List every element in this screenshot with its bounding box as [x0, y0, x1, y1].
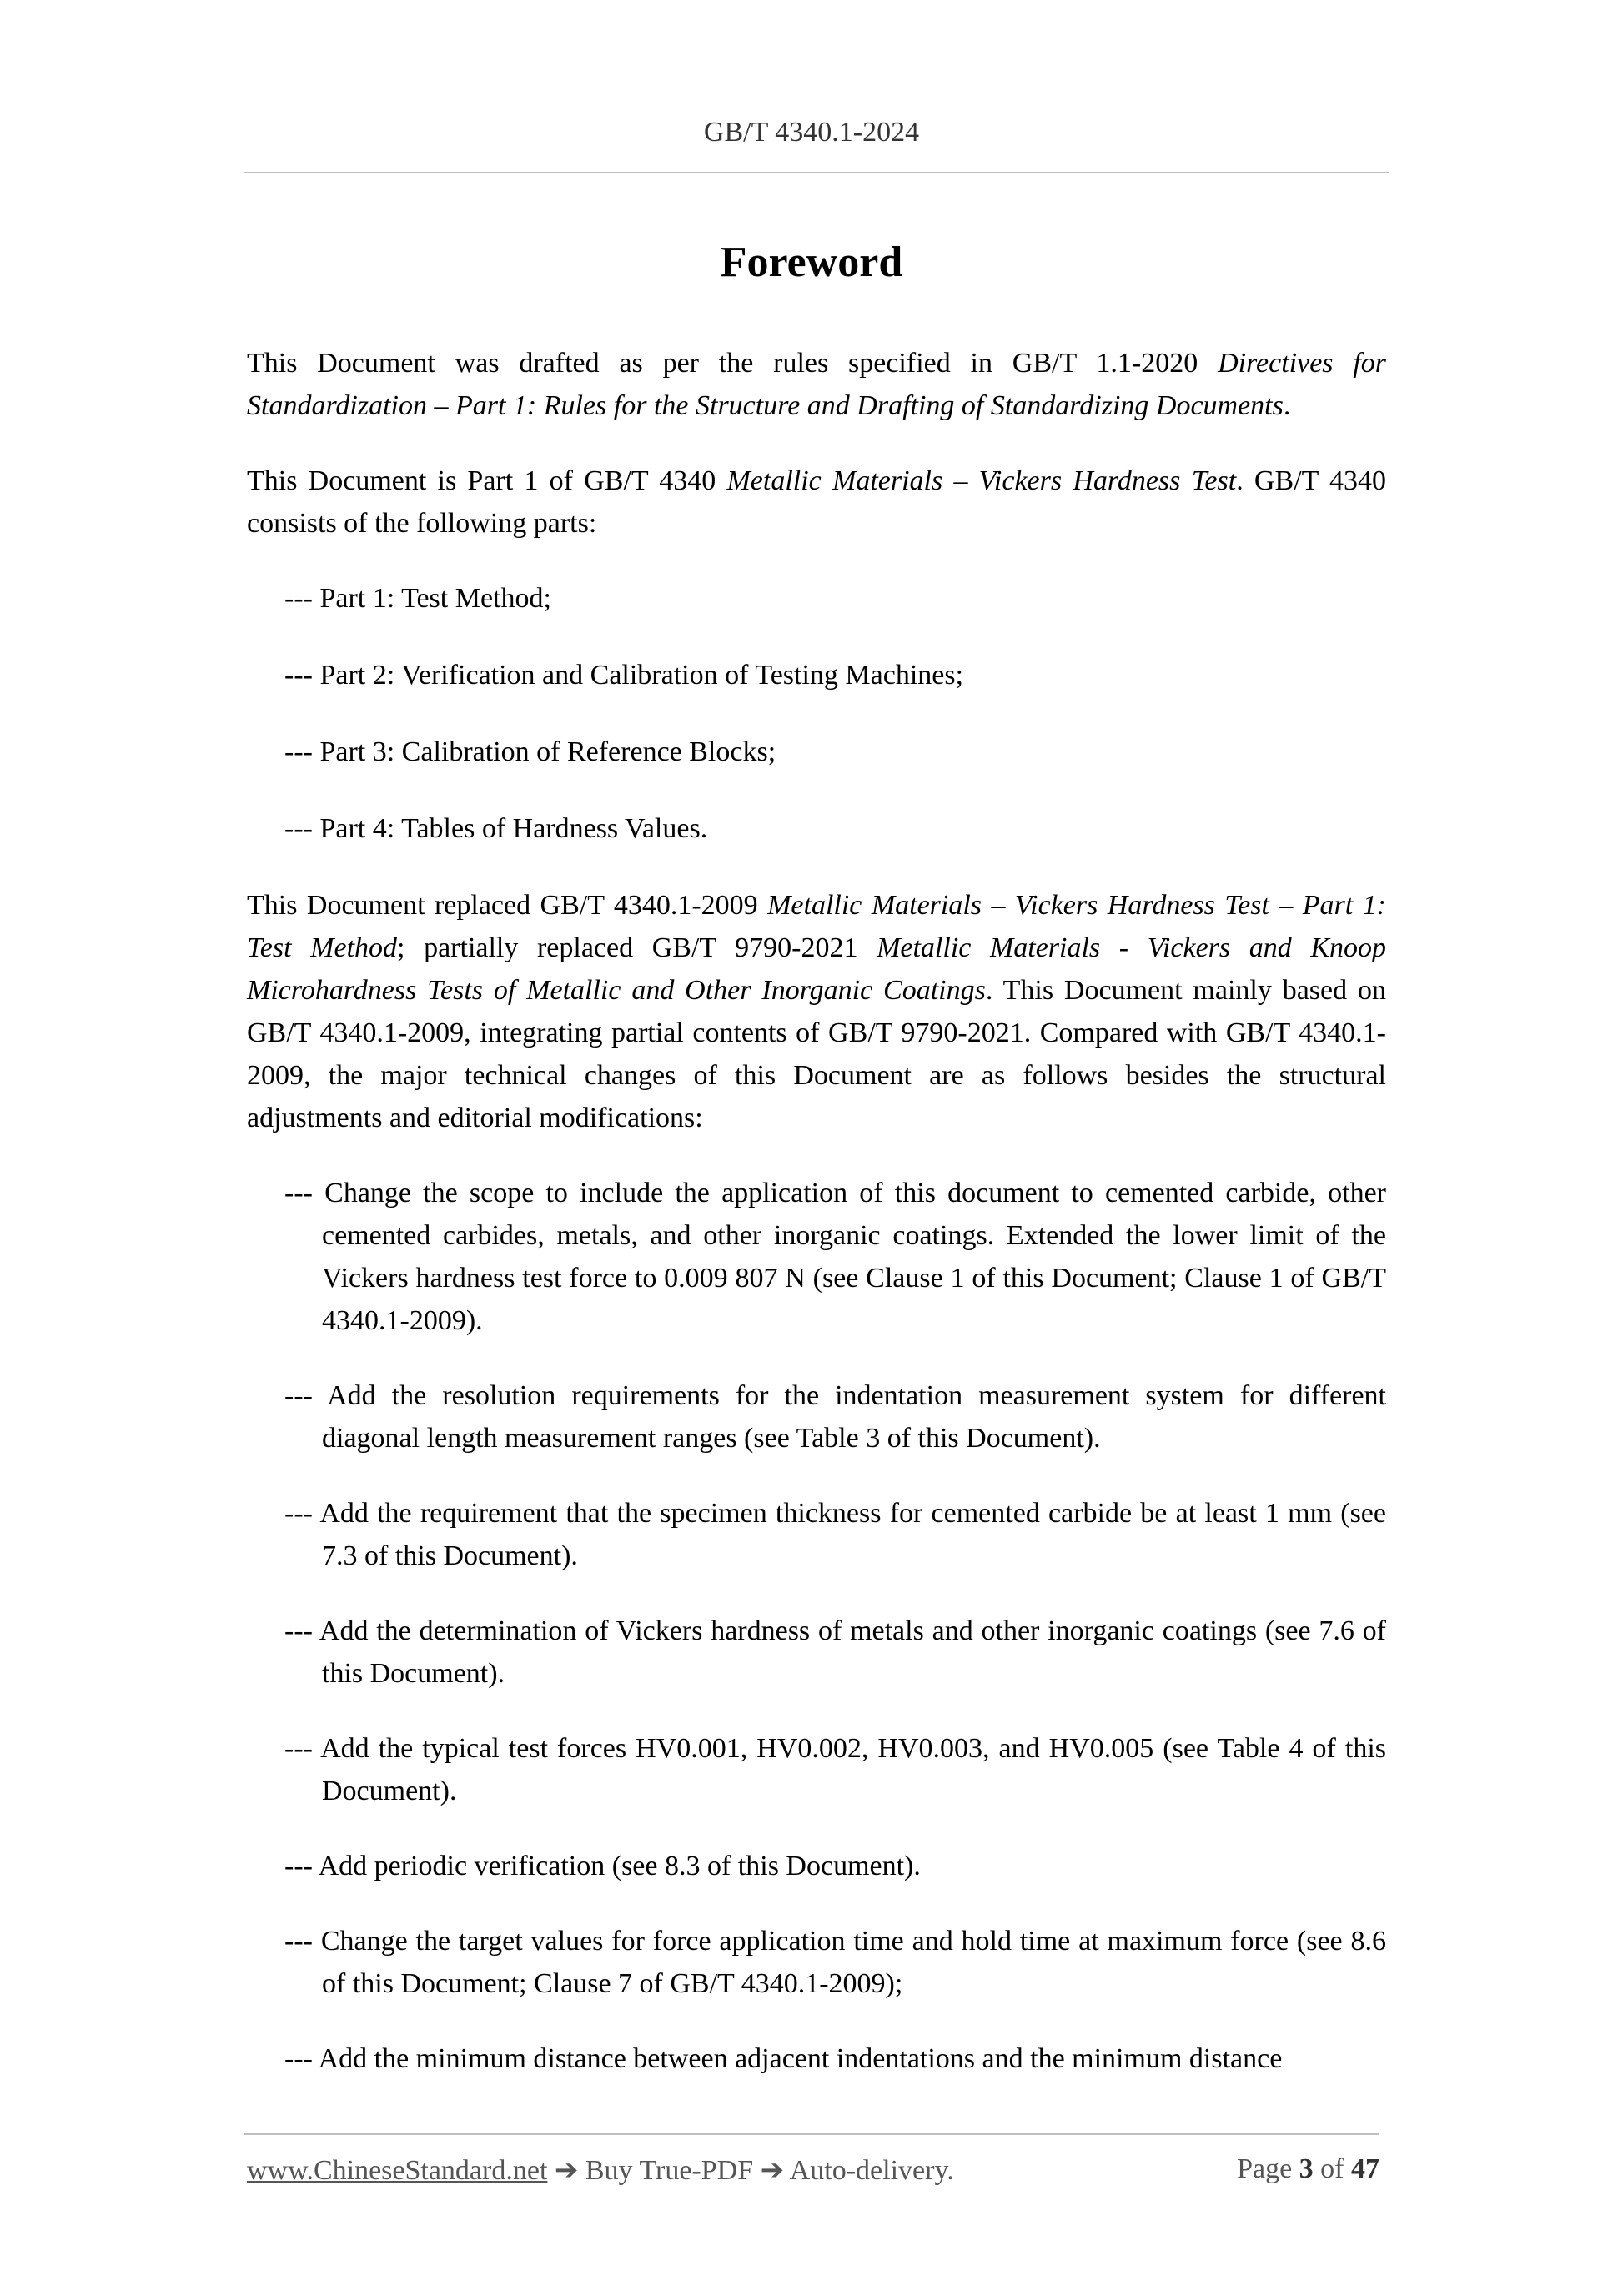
paragraph-replacement: This Document replaced GB/T 4340.1-2009 Metallic Materials – Vickers Hardness Test – Part 1: Test Method; partially replaced GB/T 9790-2021 Metallic Materials - Vickers and Knoop Microhardness Tests of Metallic and Other Inorganic Coatings. This Document mainly based on GB/T 4340.1-2009, integrating partial contents of GB/T 9790-2021. Compared with GB/T 4340.1-2009, the major technical changes of this Document are as follows besides the structural adjustments and editorial modifications:: [247, 890, 1386, 1133]
header-divider: [244, 172, 1389, 173]
list-item-part: --- Part 1: Test Method;: [284, 583, 551, 614]
page-title: Foreword: [720, 239, 903, 286]
total-pages: 47: [1351, 2153, 1379, 2184]
page-footer: [247, 2153, 1379, 2195]
current-page: 3: [1299, 2153, 1314, 2184]
list-item-change: --- Add the typical test forces HV0.001, HV0.002, HV0.003, and HV0.005 (see Table 4 of this Document).: [284, 1733, 1386, 1806]
list-item-change: --- Add the resolution requirements for the indentation measurement system for different diagonal length measurement ranges (see Table 3 of this Document).: [284, 1380, 1386, 1454]
page-number: Page 3 of 47: [1237, 2153, 1379, 2184]
website-link[interactable]: www.ChineseStandard.net: [247, 2155, 548, 2186]
document-body: [247, 342, 1386, 2113]
running-header: [0, 117, 1623, 148]
list-item-change: --- Add the determination of Vickers hardness of metals and other inorganic coatings (see 7.6 of this Document).: [284, 1615, 1386, 1689]
list-item-part: --- Part 2: Verification and Calibration of Testing Machines;: [284, 660, 964, 691]
list-item-part: --- Part 4: Tables of Hardness Values.: [284, 813, 708, 844]
list-item-part: --- Part 3: Calibration of Reference Blocks;: [284, 736, 776, 767]
paragraph-series-parts: This Document is Part 1 of GB/T 4340 Metallic Materials – Vickers Hardness Test. GB/T 4340 consists of the following parts:: [247, 465, 1386, 539]
footer-promo: [247, 2153, 954, 2187]
list-item-change: --- Add periodic verification (see 8.3 of this Document).: [284, 1851, 921, 1882]
list-item-change: --- Change the scope to include the application of this document to cemented carbide, other cemented carbides, metals, and other inorganic coatings. Extended the lower limit of the Vickers hardness test force to 0.009 807 N (see Clause 1 of this Document; Clause 1 of GB/T 4340.1-2009).: [284, 1178, 1386, 1336]
paragraph-drafting-rules: This Document was drafted as per the rules specified in GB/T 1.1-2020 Directives for Standardization – Part 1: Rules for the Structure and Drafting of Standardizing Documents.: [247, 348, 1387, 421]
footer-divider: [244, 2133, 1379, 2135]
list-item-change: --- Change the target values for force application time and hold time at maximum force (see 8.6 of this Document; Clause 7 of GB/T 4340.1-2009);: [284, 1926, 1386, 1999]
list-item-change: --- Add the requirement that the specimen thickness for cemented carbide be at least 1 mm (see 7.3 of this Document).: [284, 1498, 1386, 1571]
header-doc-code: GB/T 4340.1-2024: [703, 117, 920, 148]
footer-promo-text: ➔ Buy True-PDF ➔ Auto-delivery.: [547, 2155, 954, 2186]
list-item-change: --- Add the minimum distance between adjacent indentations and the minimum distance: [284, 2043, 1283, 2074]
